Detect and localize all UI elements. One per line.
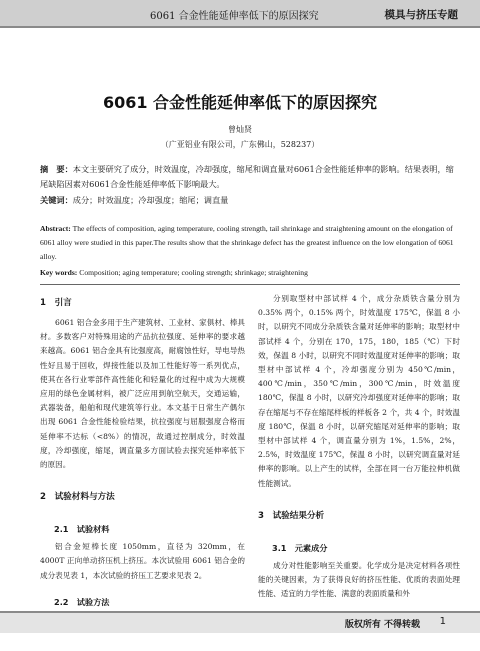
keywords-cn-label: 关键词： [40, 195, 73, 205]
keywords-en-label: Key words: [40, 268, 78, 277]
section-3-1-heading: 3.1 元素成分 [272, 542, 328, 553]
author-name: 曾灿贤 [228, 125, 252, 134]
paper-title: 6061 合金性能延伸率低下的原因探究 [102, 93, 378, 112]
abstract-en [40, 222, 460, 263]
header-article-title: 6061 合金性能延伸率低下的原因探究 [150, 11, 319, 22]
abstract-cn [40, 162, 460, 192]
author-affiliation: （广亚铝业有限公司，广东佛山，528237） [160, 140, 320, 149]
keywords-en [40, 266, 460, 279]
section-3-heading: 3 试验结果分析 [258, 510, 325, 521]
section-1-paragraph: 6061 铝合金多用于生产建筑材、工业材、家俱材、棒具材。多数客户对特殊用途的产品抗拉强度、延伸率的要求越来越高。6061 铝合金具有比强度高，耐腐蚀性好，导电导热性好且易于回收，焊接性能以及加工性能好等一系列优点，使其在各行业零部件高性能化和轻量化的过程中成为大规模应用的绿色金属材料，被广泛应用到航空航天，交通运输，武器装备，船舶和现代建筑等行业。本文基于日常生产偶尔出现 6061 合金性能检验结果，抗拉强度与屈服强度合格而延伸率不达标（<8%）的情况，故通过控制成分，时效温度，冷却强度，缩尾，调直量多方面试验去探究延伸率低下的原因。 [40, 318, 245, 470]
section-2-2-paragraph: 分别取型材中部试样 4 个，成分杂质铁含量分别为 0.35% 两个，0.15% 两个，时效温度 175℃，保温 8 小时，以研究不同成分杂质铁含量对延伸率的影响；取型材中部试样 4 个，分别在 170，175，180，185（℃）下时效，保温 8 小时，以研究不同时效温度对延伸率的影响；取型材中部试样 4 个，冷却强度分别为 450℃/min，400℃/min，350℃/min，300℃/min，时效温度 180℃，保温 8 小时，以研究冷却强度对延伸率的影响；取存在缩尾与不存在缩尾样板的样板各 2 个，共 4 个，时效温度 180℃，保温 8 小时，以研究缩尾对延伸率的影响；取型材中部试样 4 个，调直量分别为 1%，1.5%，2%，2.5%，时效温度 175℃，保温 8 小时，以研究调直量对延伸率的影响。以上产生的试样，全部在同一台万能拉伸机做性能测试。 [258, 294, 460, 488]
page-footer [0, 611, 480, 633]
keywords-cn-text: 成分；时效温度；冷却强度；缩尾；调直量 [72, 195, 229, 205]
header-journal-name: 模具与挤压专题 [384, 9, 458, 21]
abstract-cn-label: 摘 要： [40, 164, 73, 174]
abstract-en-label: Abstract: [40, 224, 71, 233]
body-left-column [40, 292, 245, 613]
body-right-column [258, 292, 460, 601]
section-3-1-paragraph: 成分对性能影响至关重要。化学成分是决定材料各项性能的关键因素，为了获得良好的挤压性能、优质的表面处理性能、适宜的力学性能、满意的表面质量和外 [258, 560, 460, 599]
page-number: 1 [439, 616, 446, 627]
section-2-1-heading: 2.1 试验材料 [54, 524, 110, 535]
keywords-en-text: Composition; aging temperature; cooling strength; shrinkage; straightening [79, 268, 308, 277]
abstract-divider [40, 284, 460, 285]
abstract-en-text: The effects of composition, aging temperature, cooling strength, tail shrinkage and straightening amount on the elongation of 6061 alloy were studied in this paper.The results show that the shrinkage defect has the greatest influence on the low elongation of 6061 alloy. [40, 224, 454, 261]
section-1-heading: 1 引言 [40, 298, 72, 308]
section-2-1-paragraph: 铝合金短棒长度 1050mm，直径为 320mm，在 4000T 正向单动挤压机上挤压。本次试验用 6061 铝合金的成分表见表 1，本次试验的挤压工艺要求见表 2。 [40, 542, 245, 580]
section-2-2-heading: 2.2 试验方法 [54, 596, 110, 607]
abstract-cn-text: 本文主要研究了成分，时效温度，冷却强度，缩尾和调直量对6061合金性能延伸率的影响。结果表明，缩尾缺陷因素对6061合金性能延伸率低下影响最大。 [40, 164, 454, 189]
footer-copyright: 版权所有 不得转载 [344, 620, 420, 630]
keywords-cn [40, 193, 460, 207]
section-2-heading: 2 试验材料与方法 [40, 492, 115, 503]
running-header [0, 0, 480, 28]
